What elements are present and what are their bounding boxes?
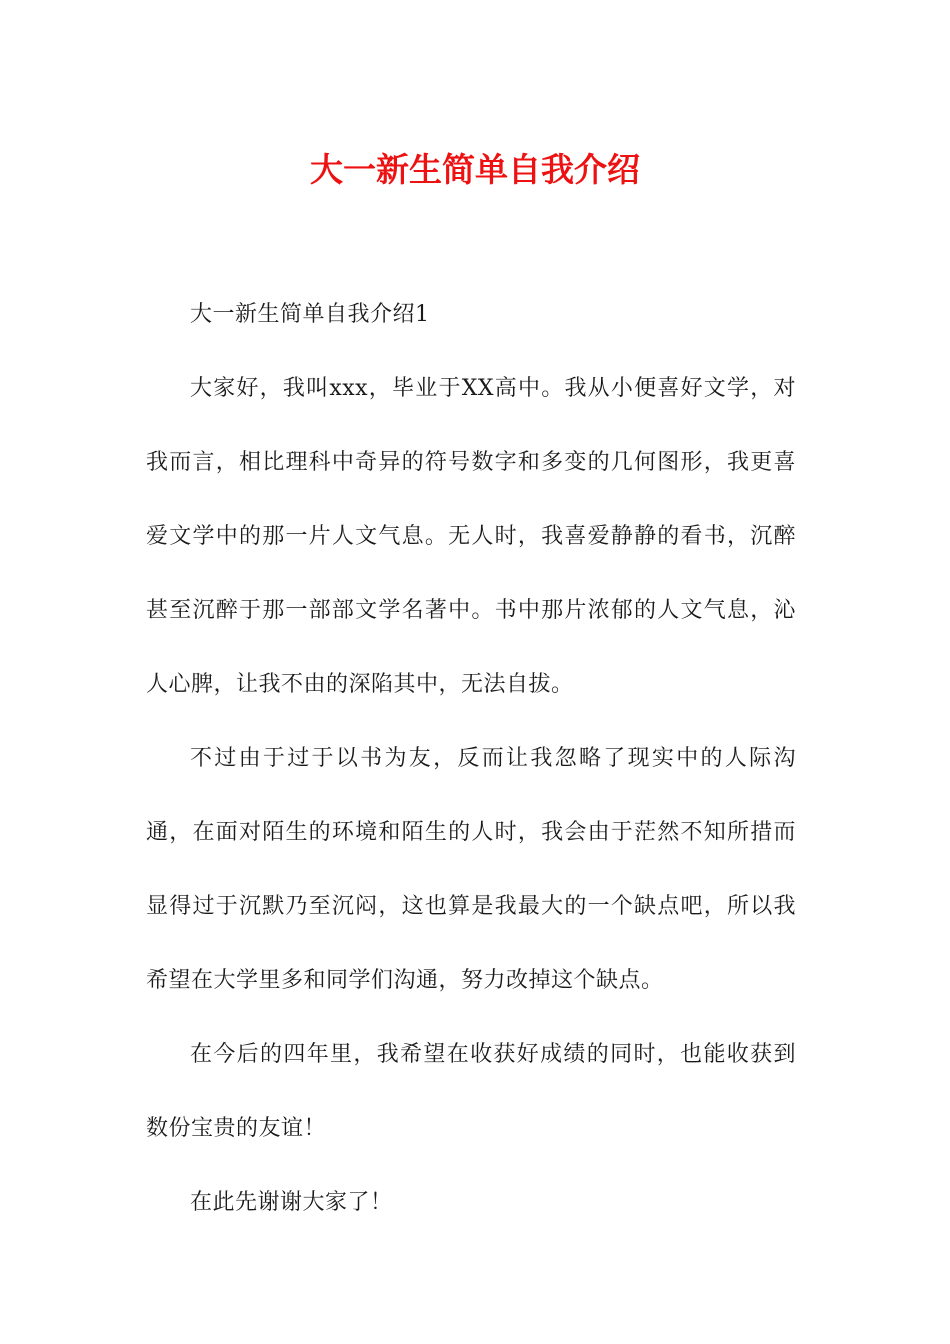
paragraph-thanks: 在此先谢谢大家了！ (190, 1190, 393, 1215)
paragraph-hope: 在今后的四年里，我希望在收获好成绩的同时，也能收获到数份宝贵的友谊！ (146, 1042, 796, 1141)
section-heading: 大一新生简单自我介绍1 (190, 302, 430, 327)
paragraph-introduction: 大家好，我叫xxx，毕业于XX高中。我从小便喜好文学，对我而言，相比理科中奇异的符号数字和多变的几何图形，我更喜爱文学中的那一片人文气息。无人时，我喜爱静静的看书，沉醉甚至沉醉于那一部部文学名著中。书中那片浓郁的人文气息，沁人心脾，让我不由的深陷其中，无法自拔。 (146, 376, 796, 697)
paragraph-weakness: 不过由于过于以书为友，反而让我忽略了现实中的人际沟通，在面对陌生的环境和陌生的人时，我会由于茫然不知所措而显得过于沉默乃至沉闷，这也算是我最大的一个缺点吧，所以我希望在大学里多和同学们沟通，努力改掉这个缺点。 (146, 746, 796, 993)
document-body (146, 278, 796, 1240)
document-title: 大一新生简单自我介绍 (310, 150, 640, 189)
